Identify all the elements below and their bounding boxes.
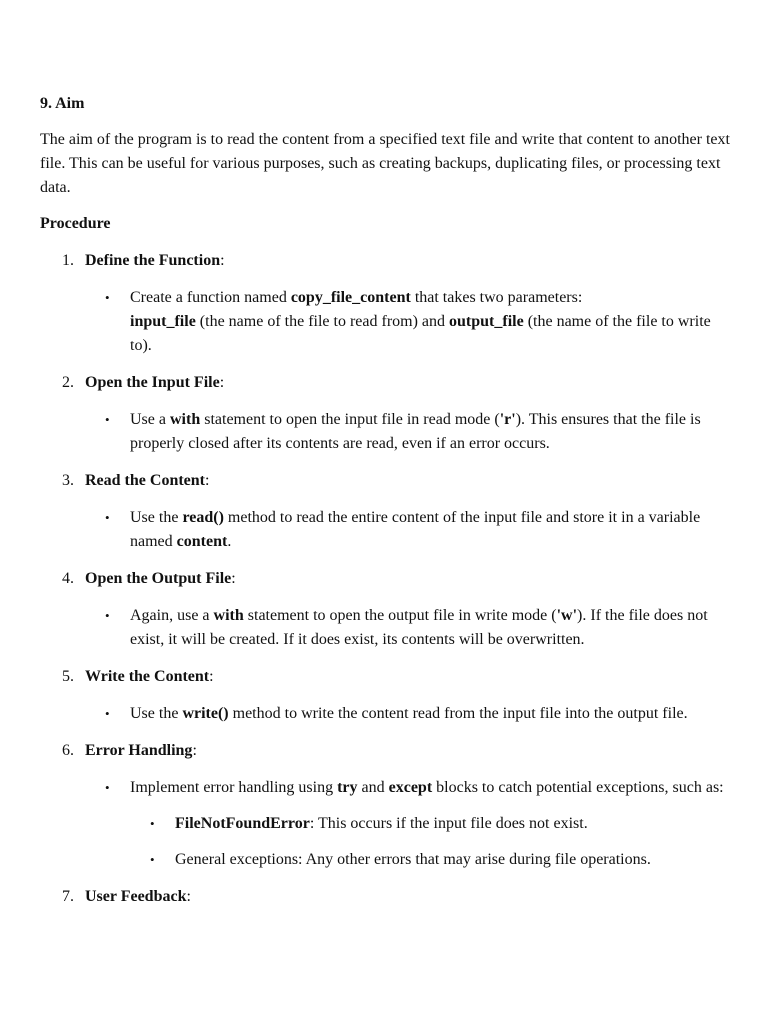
code-term: copy_file_content bbox=[290, 289, 411, 306]
step-number: 6. bbox=[62, 742, 74, 759]
step-number: 3. bbox=[62, 472, 74, 489]
code-term: with bbox=[169, 411, 201, 428]
step-3: 3. Read the Content: • Use the read() method to read the entire content of the input file and store it in a variable named content. bbox=[40, 469, 730, 554]
bullet-dot-icon: • bbox=[105, 780, 110, 795]
step-title: Open the Output File bbox=[85, 570, 232, 587]
step-title: Read the Content bbox=[85, 472, 205, 489]
step-number: 4. bbox=[62, 570, 74, 587]
step-number: 1. bbox=[62, 252, 74, 269]
sub-bullet-filenotfound: • FileNotFoundError: This occurs if the input file does not exist. bbox=[130, 812, 730, 836]
procedure-title: Procedure bbox=[40, 215, 111, 232]
code-term: FileNotFoundError bbox=[175, 815, 310, 832]
step-number: 5. bbox=[62, 668, 74, 685]
bullet-dot-icon: • bbox=[150, 852, 155, 867]
code-term: content bbox=[176, 533, 228, 550]
code-term: except bbox=[388, 779, 433, 796]
code-term: output_file bbox=[449, 313, 524, 330]
step-title: Write the Content bbox=[85, 668, 210, 685]
sub-bullet-general: • General exceptions: Any other errors that may arise during file operations. bbox=[130, 848, 730, 872]
step-7: 7. User Feedback: bbox=[40, 885, 730, 909]
bullet-dot-icon: • bbox=[150, 816, 155, 831]
aim-paragraph: The aim of the program is to read the content from a specified text file and write that content to another text file. This can be useful for various purposes, such as creating backups, duplicating files, or processing text data. bbox=[40, 131, 730, 196]
code-term: write() bbox=[182, 705, 229, 722]
step-number: 7. bbox=[62, 888, 74, 905]
step-4: 4. Open the Output File: • Again, use a with statement to open the output file in write mode ('w'). If the file does not exist, it will be created. If it does exist, its contents will be overwritten. bbox=[40, 567, 730, 652]
step-6: 6. Error Handling: • Implement error handling using try and except blocks to catch potential exceptions, such as: • FileNotFoundError: This occurs if the input file does not exist. • General exceptions: Any other errors that may arise during file operations. bbox=[40, 739, 730, 872]
step-4-bullet: • Again, use a with statement to open the output file in write mode ('w'). If the file does not exist, it will be created. If it does exist, its contents will be overwritten. bbox=[85, 604, 730, 652]
step-1: 1. Define the Function: • Create a function named copy_file_content that takes two parameters: input_file (the name of the file to read from) and output_file (the name of the file to write to). bbox=[40, 249, 730, 358]
step-number: 2. bbox=[62, 374, 74, 391]
step-3-bullet: • Use the read() method to read the entire content of the input file and store it in a variable named content. bbox=[85, 506, 730, 554]
code-term: try bbox=[337, 779, 358, 796]
bullet-dot-icon: • bbox=[105, 608, 110, 623]
code-term: input_file bbox=[130, 313, 196, 330]
bullet-dot-icon: • bbox=[105, 412, 110, 427]
code-term: read() bbox=[182, 509, 224, 526]
step-title: Open the Input File bbox=[85, 374, 220, 391]
step-title: User Feedback bbox=[85, 888, 187, 905]
step-2: 2. Open the Input File: • Use a with statement to open the input file in read mode ('r'). This ensures that the file is properly closed after its contents are read, even if an error occurs. bbox=[40, 371, 730, 456]
step-6-bullet: • Implement error handling using try and except blocks to catch potential exceptions, such as: • FileNotFoundError: This occurs if the input file does not exist. • General exceptions: Any other errors that may arise during file operations. bbox=[85, 776, 730, 872]
code-term: with bbox=[213, 607, 244, 624]
step-2-bullet: • Use a with statement to open the input file in read mode ('r'). This ensures that the file is properly closed after its contents are read, even if an error occurs. bbox=[85, 408, 730, 456]
step-5-bullet: • Use the write() method to write the content read from the input file into the output file. bbox=[85, 702, 730, 726]
section-title: 9. Aim bbox=[40, 95, 85, 112]
step-title: Define the Function bbox=[85, 252, 221, 269]
document-page bbox=[40, 92, 730, 909]
code-term: 'w' bbox=[556, 607, 578, 624]
code-term: 'r' bbox=[499, 411, 516, 428]
step-1-bullet: • Create a function named copy_file_content that takes two parameters: input_file (the name of the file to read from) and output_file (the name of the file to write to). bbox=[85, 286, 730, 358]
step-title: Error Handling bbox=[85, 742, 193, 759]
procedure-steps bbox=[40, 249, 730, 909]
step-5: 5. Write the Content: • Use the write() method to write the content read from the input file into the output file. bbox=[40, 665, 730, 726]
bullet-dot-icon: • bbox=[105, 290, 110, 305]
bullet-dot-icon: • bbox=[105, 706, 110, 721]
bullet-dot-icon: • bbox=[105, 510, 110, 525]
